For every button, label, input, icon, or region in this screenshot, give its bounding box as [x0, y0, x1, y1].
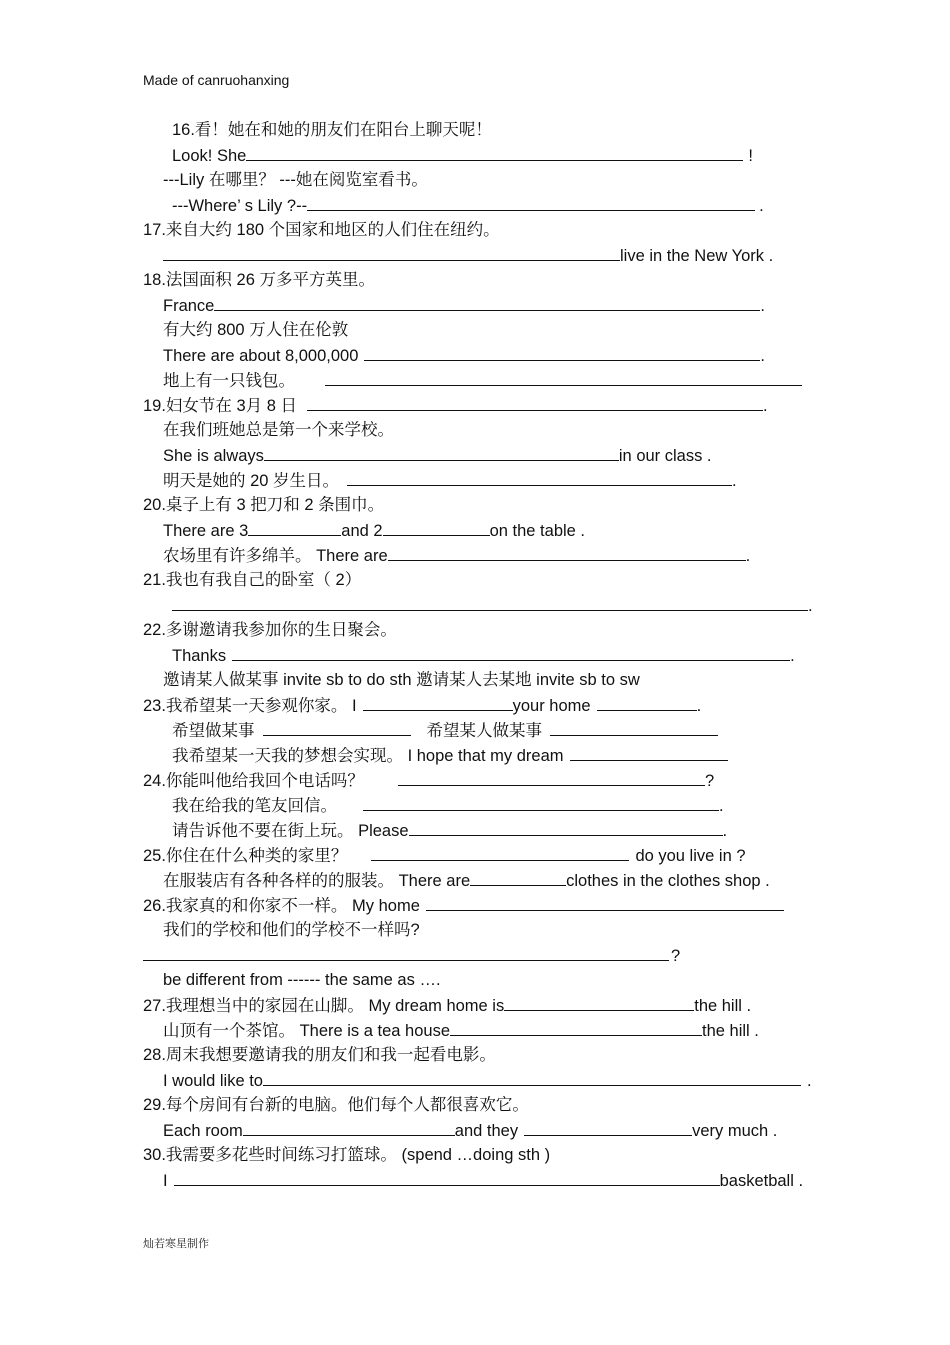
prompt-text: do you live in ?	[635, 847, 746, 865]
line-20a	[143, 493, 833, 518]
line-24c	[143, 818, 833, 843]
end-punct: .	[745, 547, 751, 565]
answer-blank[interactable]	[363, 693, 513, 711]
answer-blank[interactable]	[364, 343, 760, 361]
question-text: 18.法国面积 26 万多平方英里。	[143, 271, 375, 289]
line-16a	[143, 118, 833, 143]
prompt-text: and 2	[341, 522, 383, 540]
question-text: 26.我家真的和你家不一样。 My home	[143, 897, 420, 915]
end-punct: ?	[704, 772, 715, 790]
prompt-text: 有大约 800 万人住在伦敦	[163, 321, 349, 339]
line-27a	[143, 993, 833, 1018]
line-30a	[143, 1143, 833, 1168]
line-20b	[143, 518, 833, 543]
page-footer: 灿若寒星制作	[143, 1238, 209, 1250]
answer-blank[interactable]	[550, 718, 718, 736]
line-23b	[143, 718, 833, 743]
question-text: 20.桌子上有 3 把刀和 2 条围巾。	[143, 496, 385, 514]
answer-blank[interactable]	[174, 1168, 720, 1186]
line-23a	[143, 693, 833, 718]
question-text: 21.我也有我自己的卧室（ 2）	[143, 571, 362, 589]
line-16b	[143, 143, 833, 168]
answer-blank[interactable]	[450, 1018, 702, 1036]
line-22b	[143, 643, 833, 668]
answer-blank[interactable]	[307, 393, 763, 411]
note-text: be different from ------ the same as ….	[163, 971, 441, 989]
prompt-text: She is always	[163, 447, 264, 465]
line-20c	[143, 543, 833, 568]
line-25b	[143, 868, 833, 893]
line-26a	[143, 893, 833, 918]
end-punct: ?	[671, 947, 681, 965]
question-text: 27.我理想当中的家园在山脚。 My dream home is	[143, 997, 505, 1015]
line-18a	[143, 268, 833, 293]
question-text: 24.你能叫他给我回个电话吗？	[143, 772, 364, 790]
prompt-text: 农场里有许多绵羊。 There are	[163, 547, 388, 565]
line-28b	[143, 1068, 833, 1093]
prompt-text: ---Lily 在哪里？ ---她在阅览室看书。	[163, 171, 428, 189]
prompt-text: 希望某人做某事	[426, 722, 542, 740]
prompt-text: 在我们班她总是第一个来学校。	[163, 421, 394, 439]
line-29b	[143, 1118, 833, 1143]
note-text: 邀请某人做某事 invite sb to do sth 邀请某人去某地 invite sb to sw	[163, 671, 640, 689]
page-header: Made of canruohanxing	[143, 72, 290, 88]
question-text: 19.妇女节在 3月 8 日	[143, 397, 298, 415]
line-19c	[143, 443, 833, 468]
answer-blank[interactable]	[347, 468, 732, 486]
answer-blank[interactable]	[388, 543, 746, 561]
answer-blank[interactable]	[163, 243, 620, 261]
answer-blank[interactable]	[597, 693, 697, 711]
answer-blank[interactable]	[570, 743, 728, 761]
line-19a	[143, 393, 833, 418]
line-21b	[143, 593, 833, 618]
line-26b	[143, 918, 833, 943]
prompt-text: 明天是她的 20 岁生日。	[163, 472, 340, 490]
answer-blank[interactable]	[263, 1068, 801, 1086]
prompt-text: 希望做某事	[172, 722, 255, 740]
answer-blank[interactable]	[363, 793, 719, 811]
prompt-text: 请告诉他不要在街上玩。 Please	[172, 822, 409, 840]
prompt-text: Look! She	[172, 147, 247, 165]
prompt-text: on the table .	[489, 522, 586, 540]
line-19b	[143, 418, 833, 443]
line-26d	[143, 968, 833, 993]
end-punct: .	[760, 297, 765, 315]
answer-blank[interactable]	[371, 843, 629, 861]
line-19d	[143, 468, 833, 493]
line-18b	[143, 293, 833, 318]
question-text: 28.周末我想要邀请我的朋友们和我一起看电影。	[143, 1046, 496, 1064]
answer-blank[interactable]	[383, 518, 490, 536]
prompt-text: the hill .	[694, 997, 752, 1015]
answer-blank[interactable]	[325, 368, 802, 386]
prompt-text: 我们的学校和他们的学校不一样吗?	[163, 921, 420, 939]
answer-blank[interactable]	[470, 868, 566, 886]
end-punct: .	[759, 197, 764, 215]
end-punct: .	[790, 647, 795, 665]
worksheet-content	[143, 118, 833, 1193]
line-26c	[143, 943, 833, 968]
prompt-text: very much .	[692, 1122, 778, 1140]
line-30b	[143, 1168, 833, 1193]
question-text: 30.我需要多花些时间练习打篮球。 (spend …doing sth )	[143, 1146, 551, 1164]
end-punct: .	[719, 797, 724, 815]
end-punct: .	[696, 697, 702, 715]
answer-blank[interactable]	[426, 893, 784, 911]
question-text: 29.每个房间有台新的电脑。他们每个人都很喜欢它。	[143, 1096, 529, 1114]
prompt-text: basketball .	[719, 1172, 804, 1190]
answer-blank[interactable]	[398, 768, 705, 786]
prompt-text: France	[163, 297, 215, 315]
question-text: 16.看！她在和她的朋友们在阳台上聊天呢！	[172, 121, 492, 139]
prompt-text: in our class .	[618, 447, 712, 465]
line-17b	[143, 243, 833, 268]
prompt-text: Thanks	[172, 647, 227, 665]
end-punct: .	[808, 597, 813, 615]
answer-blank[interactable]	[409, 818, 723, 836]
prompt-text: 我希望某一天我的梦想会实现。 I hope that my dream	[172, 747, 564, 765]
end-punct: .	[732, 472, 737, 490]
prompt-text: and they	[454, 1122, 519, 1140]
line-21a	[143, 568, 833, 593]
prompt-text: Each room	[163, 1122, 243, 1140]
line-18c	[143, 318, 833, 343]
prompt-text: ---Where’ s Lily ?--	[172, 197, 308, 215]
answer-blank[interactable]	[243, 1118, 455, 1136]
question-text: 17.来自大约 180 个国家和地区的人们住在纽约。	[143, 221, 500, 239]
line-28a	[143, 1043, 833, 1068]
line-27b	[143, 1018, 833, 1043]
end-punct: .	[763, 397, 768, 415]
question-text: 22.多谢邀请我参加你的生日聚会。	[143, 621, 397, 639]
prompt-text: your home	[512, 697, 591, 715]
answer-blank[interactable]	[214, 293, 760, 311]
prompt-text: the hill .	[702, 1022, 759, 1040]
line-18e	[143, 368, 833, 393]
line-24b	[143, 793, 833, 818]
prompt-text: 在服装店有各种各样的的服装。 There are	[163, 872, 471, 890]
prompt-text: I	[163, 1172, 168, 1190]
line-29a	[143, 1093, 833, 1118]
answer-blank[interactable]	[263, 718, 411, 736]
answer-blank[interactable]	[246, 143, 743, 161]
end-punct: .	[760, 347, 765, 365]
line-23c	[143, 743, 833, 768]
prompt-text: There are 3	[163, 522, 249, 540]
line-16c	[143, 168, 833, 193]
end-punct: !	[748, 147, 753, 165]
prompt-text: live in the New York .	[620, 247, 774, 265]
line-24a	[143, 768, 833, 793]
answer-blank[interactable]	[524, 1118, 692, 1136]
answer-blank[interactable]	[504, 993, 694, 1011]
answer-blank[interactable]	[307, 193, 755, 211]
answer-blank[interactable]	[248, 518, 341, 536]
prompt-text: 山顶有一个茶馆。 There is a tea house	[163, 1022, 451, 1040]
line-18d	[143, 343, 833, 368]
answer-blank[interactable]	[232, 643, 790, 661]
prompt-text: 地上有一只钱包。	[163, 372, 295, 390]
end-punct: .	[722, 822, 728, 840]
answer-blank[interactable]	[143, 943, 669, 961]
line-22c	[143, 668, 833, 693]
end-punct: .	[806, 1072, 812, 1090]
prompt-text: 我在给我的笔友回信。	[172, 797, 337, 815]
line-25a	[143, 843, 833, 868]
prompt-text: There are about 8,000,000	[163, 347, 359, 365]
line-17a	[143, 218, 833, 243]
line-22a	[143, 618, 833, 643]
answer-blank[interactable]	[172, 593, 808, 611]
prompt-text: I would like to	[163, 1072, 263, 1090]
prompt-text: clothes in the clothes shop .	[566, 872, 770, 890]
answer-blank[interactable]	[264, 443, 619, 461]
question-text: 23.我希望某一天参观你家。 I	[143, 697, 357, 715]
question-text: 25.你住在什么种类的家里？	[143, 847, 348, 865]
line-16d	[143, 193, 833, 218]
